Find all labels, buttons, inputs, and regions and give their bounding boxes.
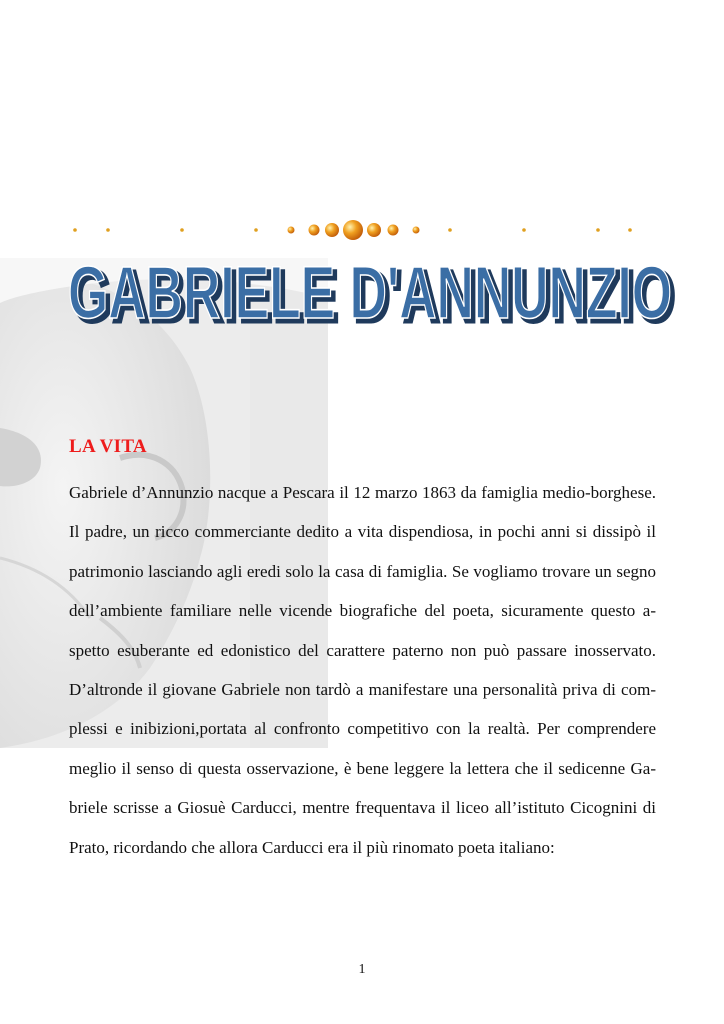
section-heading: LA VITA [69,436,147,457]
body-paragraph [69,478,656,872]
paragraph-line: dell’ambiente familiare nelle vicende biografiche del poeta, sicuramente questo a- [69,601,656,621]
document-title [60,244,680,340]
paragraph-line: briele scrisse a Giosuè Carducci, mentre frequentava il liceo all’istituto Cicognini di [69,798,656,818]
paragraph-line: meglio il senso di questa osservazione, è bene leggere la lettera che il sedicenne Ga- [69,758,656,778]
page-number: 1 [358,962,366,977]
paragraph-line: Il padre, un ricco commerciante dedito a vita dispendiosa, in pochi anni si dissipò il [69,522,656,542]
paragraph-line: D’altronde il giovane Gabriele non tardò a manifestare una personalità priva di com- [69,679,656,699]
paragraph-line: Gabriele d’Annunzio nacque a Pescara il 12 marzo 1863 da famiglia medio-borghese. [69,483,656,502]
title-shadow: GABRIELE D'ANNUNZIO [72,255,676,338]
paragraph-line: spetto esuberante ed edonistico del carattere paterno non può passare inosservato. [69,640,656,660]
paragraph-line: Prato, ricordando che allora Carducci era il più rinomato poeta italiano: [69,837,555,857]
paragraph-line: plessi e inibizioni,portata al confronto competitivo con la realtà. Per comprendere [69,719,656,739]
paragraph-line: patrimonio lasciando agli eredi solo la casa di famiglia. Se vogliamo trovare un segno [69,561,656,581]
gold-dots-ornament [0,212,724,248]
title-text: GABRIELE D'ANNUNZIO [68,251,672,334]
